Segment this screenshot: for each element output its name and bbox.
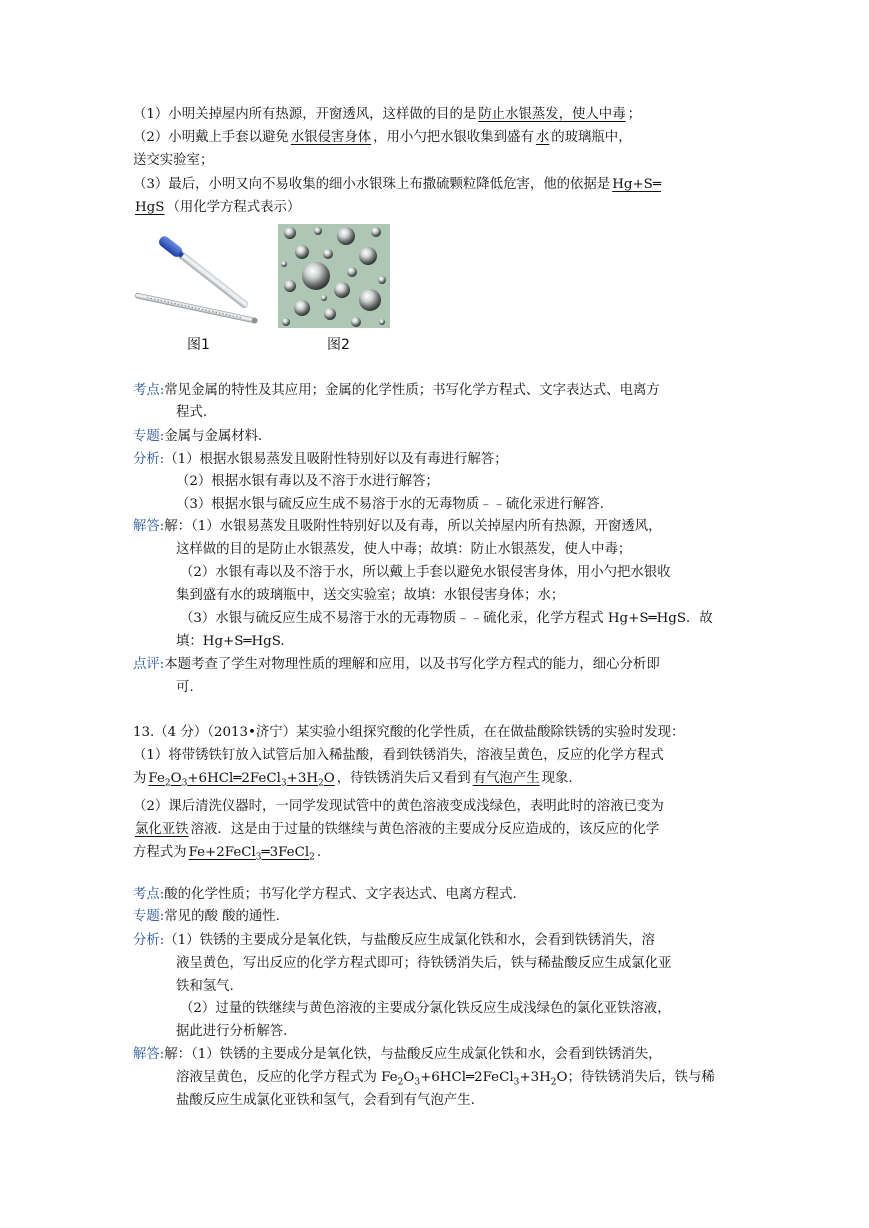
q12-part1 xyxy=(133,104,738,126)
q12-part2-answer2: 水 xyxy=(535,130,550,145)
q12-part1-end: ； xyxy=(627,107,641,122)
q13-zhuanti xyxy=(133,906,738,928)
q12-dianping-line2: 可. xyxy=(176,680,194,695)
q13-part2-equation: Fe+2FeCl$_3$═3FeCl$_2$ xyxy=(188,845,315,863)
q12-jieda-text: 解：（1）水银易蒸发且吸附性特别好以及有毒，所以关掉屋内所有热源，开窗透风， xyxy=(164,519,662,534)
jieda-label: 解答: xyxy=(133,1047,165,1062)
q13-part1-end: 现象. xyxy=(541,771,573,786)
q12-part2-end: 的玻璃瓶中， xyxy=(551,130,632,145)
q12-jieda xyxy=(133,516,738,538)
fenxi-label: 分析: xyxy=(133,452,165,467)
q13-jieda xyxy=(133,1044,738,1066)
q13-part1-line1: （1）将带锈铁钉放入试管后加入稀盐酸，看到铁锈消失，溶液呈黄色，反应的化学方程式 xyxy=(133,748,664,763)
q12-part2-line2: 送交实验室； xyxy=(133,153,214,168)
q12-dianping-text: 本题考查了学生对物理性质的理解和应用，以及书写化学方程式的能力，细心分析即 xyxy=(164,657,660,672)
q13-zhuanti-text: 常见的酸 酸的通性. xyxy=(164,909,280,924)
q13-jieda-line2: 溶液呈黄色，反应的化学方程式为 $Fe_2O_3+6HCl═2FeCl_3+3H_2O$；待铁锈消失后，铁与稀 xyxy=(176,1070,715,1088)
q12-dianping xyxy=(133,654,738,676)
q13-jieda-line3: 盐酸反应生成氯化亚铁和氢气，会看到有气泡产生. xyxy=(176,1093,475,1108)
q12-part2-answer1: 水银侵害身体 xyxy=(290,130,372,145)
q13-fenxi-line2: 液呈黄色，写出反应的化学方程式即可；待铁锈消失后，铁与稀盐酸反应生成氯化亚 xyxy=(176,956,672,971)
q12-part3-text: （3）最后，小明又向不易收集的细小水银珠上布撒硫颗粒降低危害，他的依据是 xyxy=(133,177,611,192)
q13-part1-line2 xyxy=(133,768,738,795)
q13-fenxi-line4: （2）过量的铁继续与黄色溶液的主要成分氯化铁反应生成浅绿色的氯化亚铁溶液， xyxy=(180,1001,671,1016)
q13-fenxi-line5: 据此进行分析解答. xyxy=(176,1024,288,1039)
q12-fenxi-line3: （3）根据水银与硫反应生成不易溶于水的无毒物质﹣﹣硫化汞进行解答. xyxy=(176,497,604,512)
q12-kaodian xyxy=(133,380,738,402)
q13-fenxi-text: （1）铁锈的主要成分是氧化铁，与盐酸反应生成氯化铁和水，会看到铁锈消失，溶 xyxy=(164,933,655,948)
fenxi-label: 分析: xyxy=(133,933,165,948)
q13-fenxi xyxy=(133,930,738,952)
q13-part2-line3 xyxy=(133,842,738,869)
q13-part2-text: 溶液．这是由于过量的铁继续与黄色溶液的主要成分反应造成的，该反应的化学 xyxy=(190,822,660,837)
q13-part1-mid: ，待铁锈消失后又看到 xyxy=(336,771,471,786)
q12-jieda-line6: 填：Hg+S═HgS. xyxy=(176,634,285,649)
q12-part3-line2 xyxy=(133,197,738,219)
q12-zhuanti-text: 金属与金属材料. xyxy=(164,429,263,444)
zhuanti-label: 专题: xyxy=(133,429,165,444)
q13-part2-line1: （2）课后清洗仪器时，一同学发现试管中的黄色溶液变成浅绿色，表明此时的溶液已变为 xyxy=(133,799,664,814)
q12-jieda-line2: 这样做的目的是防止水银蒸发，使人中毒；故填：防止水银蒸发，使人中毒； xyxy=(176,542,632,557)
kaodian-label: 考点: xyxy=(133,383,165,398)
q12-kaodian-line2: 程式. xyxy=(176,405,208,420)
q12-part2-mid: ，用小勺把水银收集到盛有 xyxy=(373,130,534,145)
thermometer-figure xyxy=(132,228,264,328)
q12-part3-answer-a: Hg+S═ xyxy=(612,177,661,192)
q12-zhuanti xyxy=(133,426,738,448)
mercury-droplets-figure xyxy=(278,224,390,328)
q13-kaodian xyxy=(133,884,738,906)
q13-part2-pre: 方程式为 xyxy=(133,845,187,860)
q12-kaodian-text: 常见金属的特性及其应用；金属的化学性质；书写化学方程式、文字表达式、电离方 xyxy=(164,383,660,398)
q13-part1-answer: 有气泡产生 xyxy=(472,771,540,786)
q12-part1-text: （1）小明关掉屋内所有热源，开窗透风，这样做的目的是 xyxy=(133,107,477,122)
q13-part1-equation: $Fe_2O_3+6HCl═2FeCl_3+3H_2O$ xyxy=(148,771,335,789)
figure1-caption: 图1 xyxy=(187,337,210,353)
kaodian-label: 考点: xyxy=(133,887,165,902)
q13-kaodian-text: 酸的化学性质；书写化学方程式、文字表达式、电离方程式. xyxy=(164,887,517,902)
q12-fenxi-text: （1）根据水银易蒸发且吸附性特别好以及有毒进行解答； xyxy=(164,452,508,467)
q13-jieda-text: 解：（1）铁锈的主要成分是氧化铁，与盐酸反应生成氯化铁和水，会看到铁锈消失， xyxy=(164,1047,662,1062)
q13-part2-line2 xyxy=(133,819,738,841)
figure2-caption: 图2 xyxy=(327,337,350,353)
q13-part2-end: . xyxy=(316,845,322,860)
q13-fenxi-line3: 铁和氢气. xyxy=(176,979,234,994)
q12-part2-text: （2）小明戴上手套以避免 xyxy=(133,130,289,145)
q13-part1-pre: 为 xyxy=(133,771,147,786)
q13-part2-answer: 氯化亚铁 xyxy=(135,822,189,837)
q12-fenxi xyxy=(133,449,738,471)
q12-jieda-line3: （2）水银有毒以及不溶于水，所以戴上手套以避免水银侵害身体，用小勺把水银收 xyxy=(180,565,671,580)
q13-heading: 13.（4 分）（2013•济宁）某实验小组探究酸的化学性质，在在做盐酸除铁锈的实验时发现： xyxy=(133,725,685,740)
q12-jieda-line5: （3）水银与硫反应生成不易溶于水的无毒物质﹣﹣硫化汞，化学方程式 Hg+S═HgS．故 xyxy=(180,611,713,626)
jieda-label: 解答: xyxy=(133,519,165,534)
dianping-label: 点评: xyxy=(133,657,165,672)
q12-part2 xyxy=(133,127,738,149)
q12-fenxi-line2: （2）根据水银有毒以及不溶于水进行解答； xyxy=(176,474,439,489)
q12-part3-end: （用化学方程式表示） xyxy=(166,200,301,215)
q12-jieda-line4: 集到盛有水的玻璃瓶中，送交实验室；故填：水银侵害身体；水； xyxy=(176,588,565,603)
q12-part1-answer: 防止水银蒸发，使人中毒 xyxy=(478,107,626,122)
q12-part3-answer-b: HgS xyxy=(135,200,165,215)
zhuanti-label: 专题: xyxy=(133,909,165,924)
q12-part3 xyxy=(133,174,738,196)
